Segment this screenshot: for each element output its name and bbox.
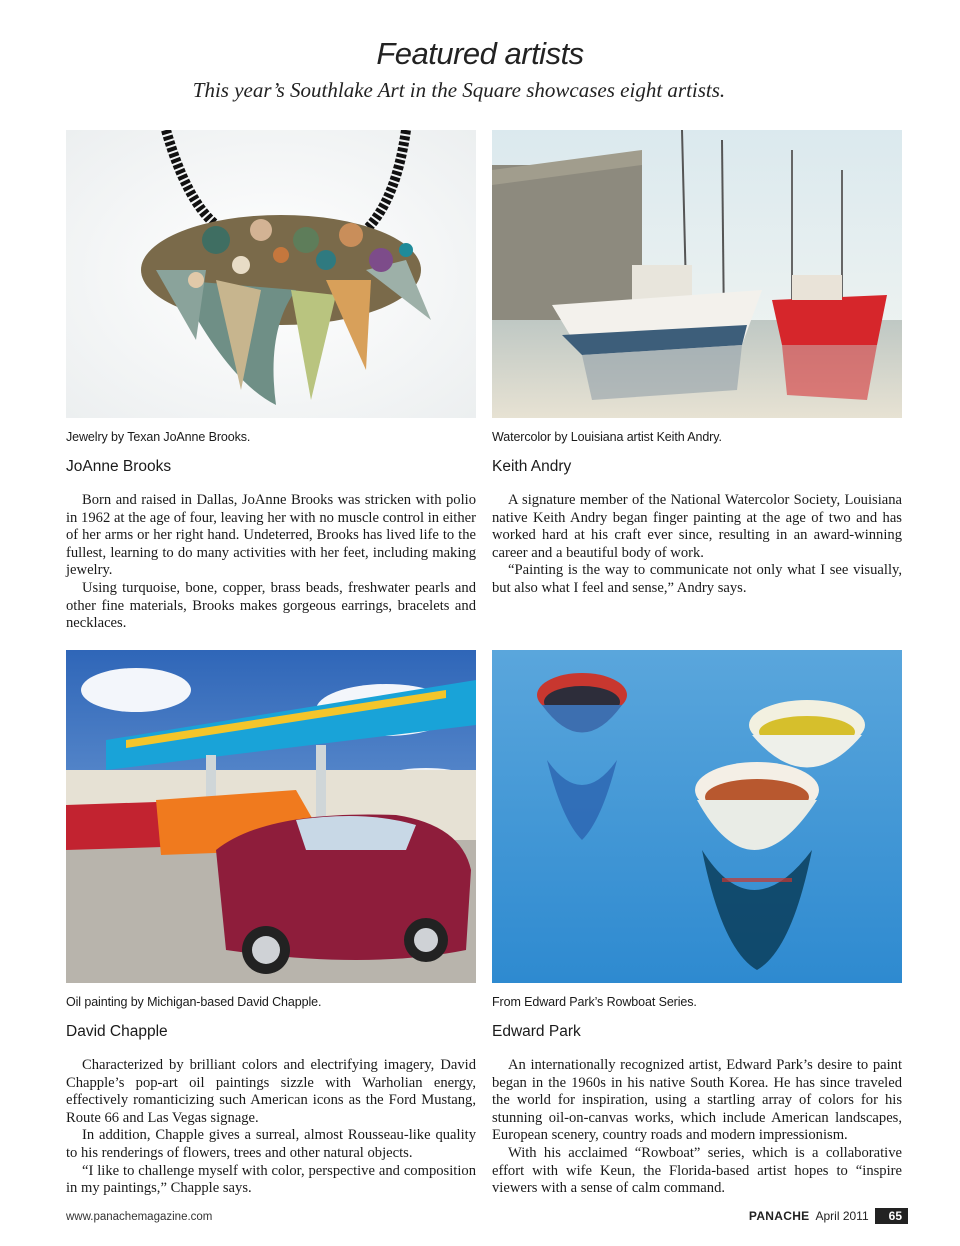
artist-name: David Chapple xyxy=(66,1023,168,1040)
oil-painting-cars-photo xyxy=(66,650,476,983)
artist-card-joanne-brooks xyxy=(66,130,476,633)
artist-name: Keith Andry xyxy=(492,458,572,475)
footer-folio xyxy=(749,1208,908,1224)
publication-name: PANACHE xyxy=(748,1209,810,1223)
artist-card-david-chapple xyxy=(66,650,476,1198)
bio-paragraph: With his acclaimed “Rowboat” series, which is a collaborative effort with wife Keun, the Florida-based artist hopes to “inspire viewers with a sense of calm command. xyxy=(492,1144,902,1197)
artist-card-edward-park xyxy=(492,650,902,1198)
bio-paragraph: “Painting is the way to communicate not only what I see visually, but also what I feel and sense,” Andry says. xyxy=(492,562,902,596)
photo-caption: From Edward Park’s Rowboat Series. xyxy=(492,995,697,1009)
artist-bio xyxy=(492,1057,902,1198)
artist-name: JoAnne Brooks xyxy=(66,458,172,475)
photo-caption: Watercolor by Louisiana artist Keith Andry. xyxy=(492,430,722,444)
watercolor-boats-photo xyxy=(492,130,902,418)
photo-caption: Oil painting by Michigan-based David Chapple. xyxy=(66,995,322,1009)
bio-paragraph: Born and raised in Dallas, JoAnne Brooks was stricken with polio in 1962 at the age of four, leaving her with no muscle control in either of her arms or her right hand. Undeterred, Brooks has lived life to the fullest, learning to do many activities with her feet, including making jewelry. xyxy=(66,492,476,579)
artist-bio xyxy=(66,1057,476,1198)
artist-name: Edward Park xyxy=(492,1023,581,1040)
artist-card-keith-andry xyxy=(492,130,902,598)
bio-paragraph: An internationally recognized artist, Edward Park’s desire to paint began in the 1960s in his native South Korea. He has since traveled the world for inspiration, using a startling array of colors for his stunning oil-on-canvas works, which include American landscapes, European scenery, country roads and modern impressionism. xyxy=(492,1057,902,1144)
photo-caption: Jewelry by Texan JoAnne Brooks. xyxy=(66,430,251,444)
bio-paragraph: Characterized by brilliant colors and electrifying imagery, David Chapple’s pop-art oil paintings sizzle with Warholian energy, effectively romanticizing such American icons as the Ford Mustang, Route 66 and Las Vegas signage. xyxy=(66,1057,476,1126)
rowboat-painting-photo xyxy=(492,650,902,983)
bio-paragraph: “I like to challenge myself with color, perspective and composition in my paintings,” Chapple says. xyxy=(66,1162,476,1197)
page-title: Featured artists xyxy=(376,36,584,71)
footer-website: www.panachemagazine.com xyxy=(66,1211,213,1223)
bio-paragraph: A signature member of the National Watercolor Society, Louisiana native Keith Andry began finger painting at the age of two and has worked hard at his craft ever since, resulting in an award-winning career and a beautiful body of work. xyxy=(492,492,902,561)
issue-date: April 2011 xyxy=(815,1209,869,1223)
artist-bio xyxy=(66,492,476,633)
page-subtitle: This year’s Southlake Art in the Square showcases eight artists. xyxy=(192,78,726,102)
bio-paragraph: Using turquoise, bone, copper, brass beads, freshwater pearls and other fine materials, Brooks makes gorgeous earrings, bracelets and necklaces. xyxy=(66,579,476,632)
bio-paragraph: In addition, Chapple gives a surreal, almost Rousseau-like quality to his renderings of flowers, trees and other natural objects. xyxy=(66,1127,476,1161)
artist-bio xyxy=(492,492,902,598)
jewelry-necklace-photo xyxy=(66,130,476,418)
page-number: 65 xyxy=(875,1208,908,1224)
